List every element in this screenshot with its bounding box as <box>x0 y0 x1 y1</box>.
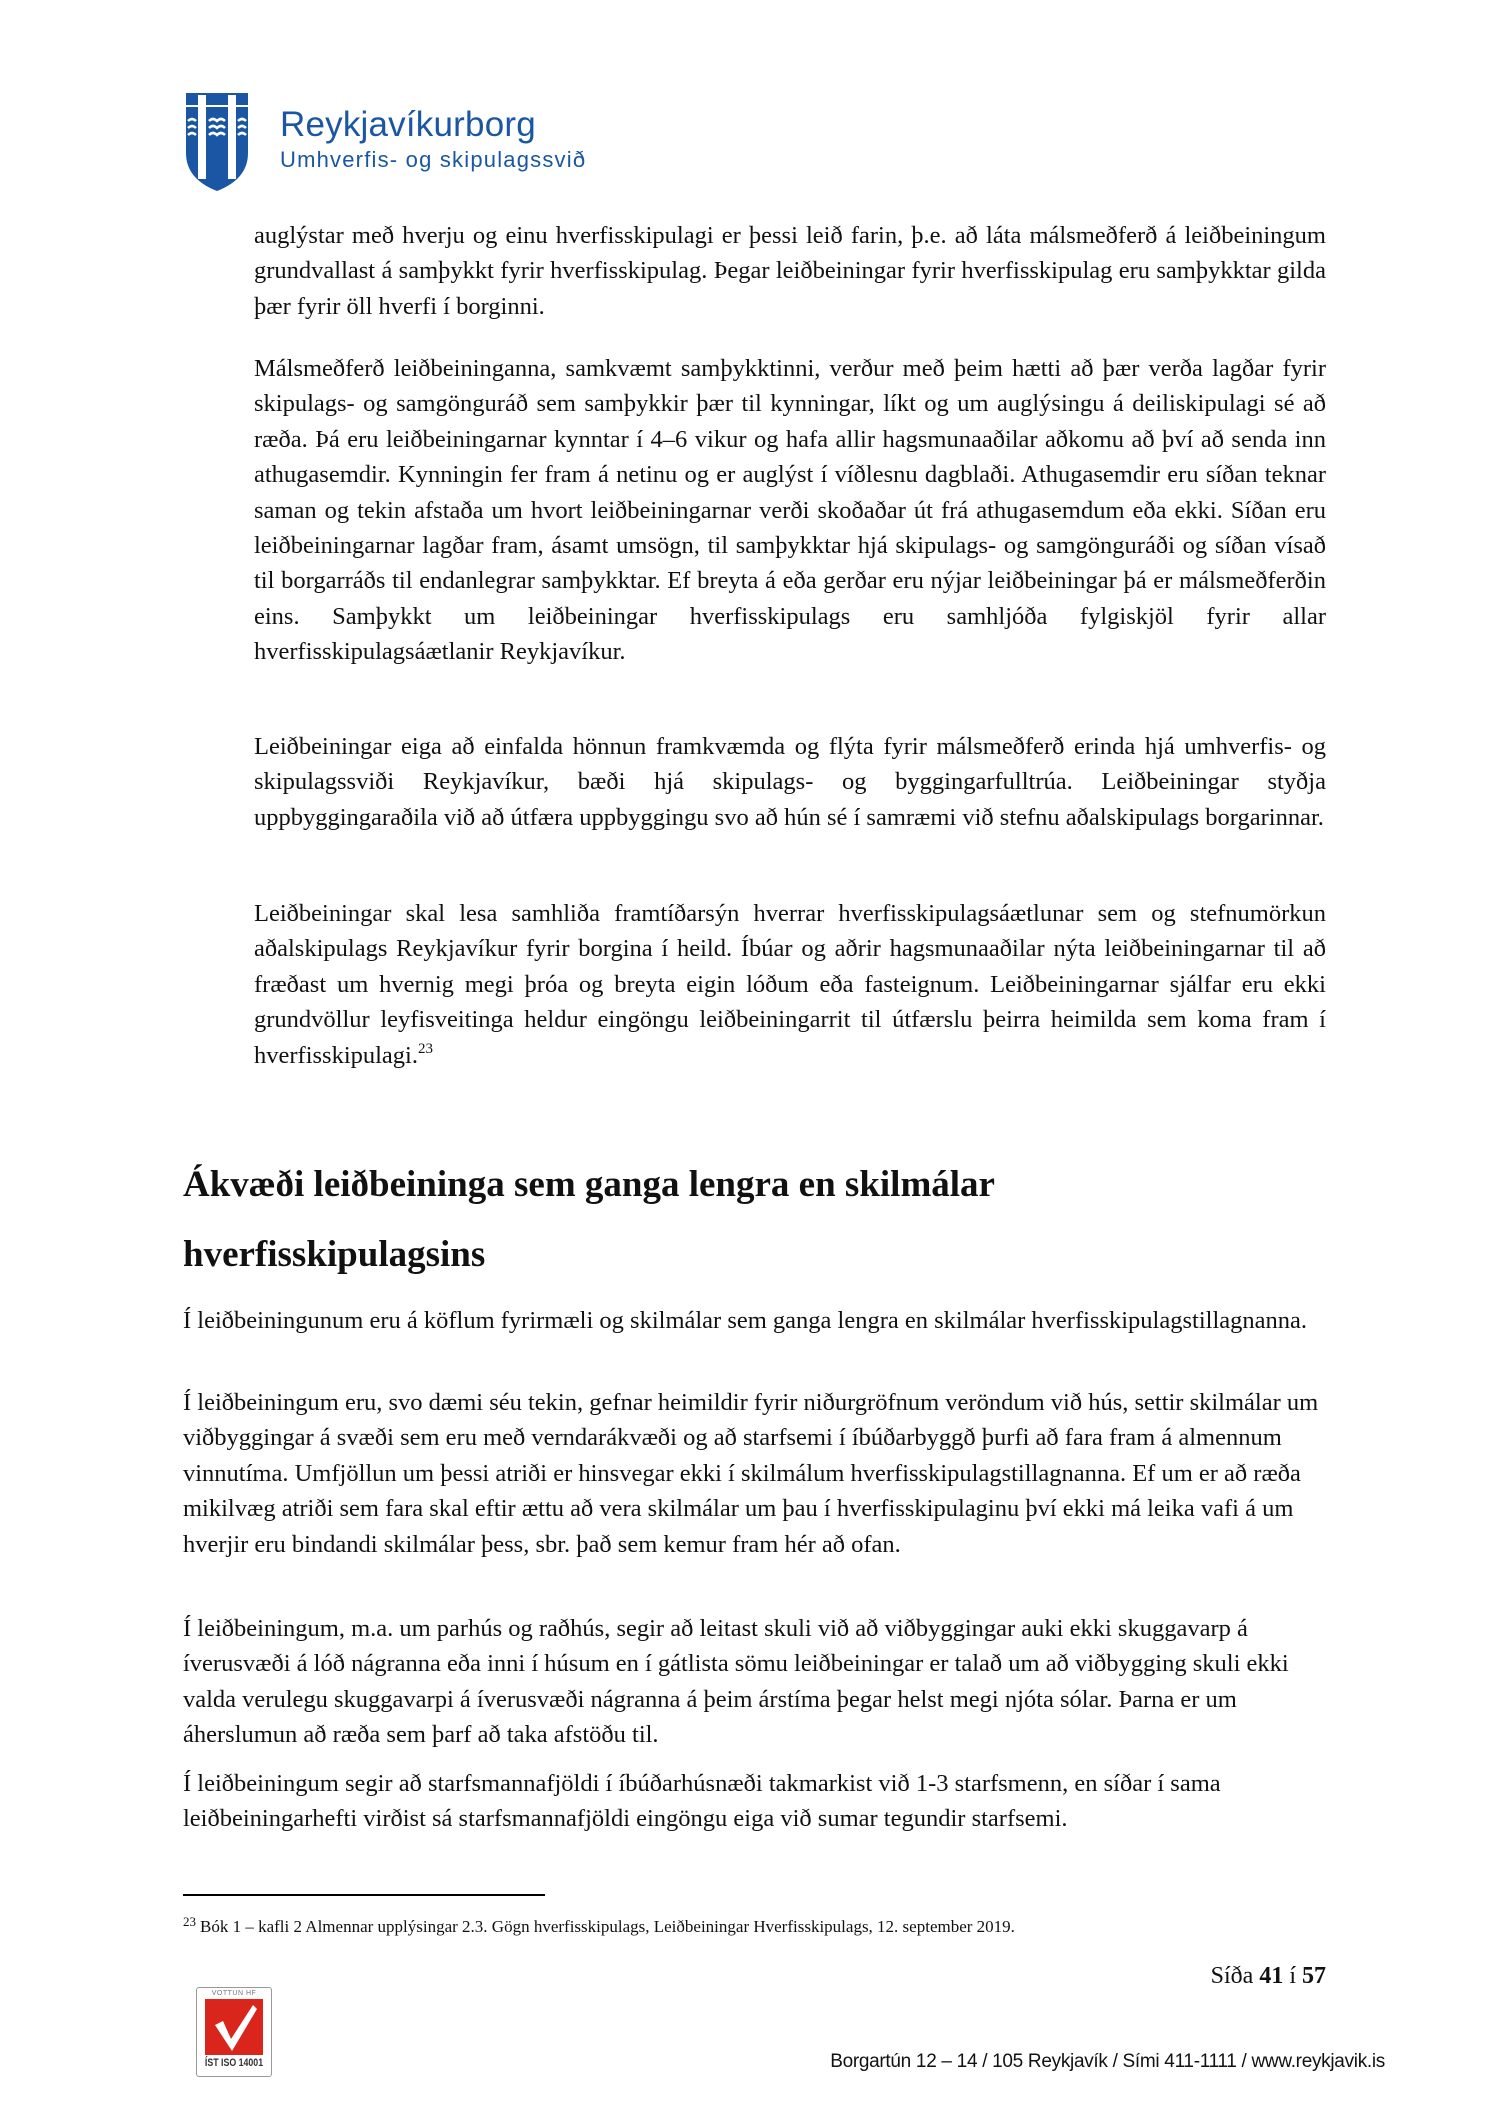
department-name: Umhverfis- og skipulagssvið <box>280 147 587 172</box>
footer-address: Borgartún 12 – 14 / 105 Reykjavík / Sími 411-1111 / www.reykjavik.is <box>830 2051 1385 2072</box>
page-prefix: Síða <box>1210 1963 1254 1989</box>
page-header <box>184 91 586 199</box>
paragraph: Í leiðbeiningunum eru á köflum fyrirmæli og skilmálar sem ganga lengra en skilmálar hverfisskipulagstillagnanna. <box>183 1307 1307 1334</box>
page-separator: í <box>1289 1963 1296 1989</box>
iso-checkmark-icon <box>205 1999 263 2055</box>
paragraph: Leiðbeiningar eiga að einfalda hönnun framkvæmda og flýta fyrir málsmeðferð erinda hjá umhverfis- og skipulagssviði Reykjavíkur, bæði hjá skipulags- og byggingarfulltrúa. Leiðbeiningar styðja uppbyggingaraðila við að útfæra uppbyggingu svo að hún sé í samræmi við stefnu aðalskipulags borgarinnar. <box>254 733 1326 831</box>
organization-name: Reykjavíkurborg <box>280 105 536 144</box>
certification-issuer: VOTTUN HF <box>211 1990 257 1997</box>
paragraph-with-footnote <box>254 896 1326 1073</box>
paragraph: Í leiðbeiningum, m.a. um parhús og raðhús, segir að leitast skuli við að viðbyggingar auki ekki skuggavarp á íverusvæði á lóð nágranna eða inni í húsum en í gátlista sömu leiðbeiningar er talað um að viðbygging skuli ekki valda verulegu skuggavarpi á íverusvæði nágranna á þeim árstíma þegar helst megi njóta sólar. Þarna er um áherslumun að ræða sem þarf að taka afstöðu til. <box>183 1615 1289 1749</box>
page-total: 57 <box>1302 1963 1326 1989</box>
footnote-text: Bók 1 – kafli 2 Almennar upplýsingar 2.3. Gögn hverfisskipulags, Leiðbeiningar Hverfisskipulags, 12. september 2019. <box>200 1917 1015 1936</box>
footnote-divider <box>183 1894 545 1896</box>
paragraph: auglýstar með hverju og einu hverfisskipulagi er þessi leið farin, þ.e. að láta málsmeðferð á leiðbeiningum grundvallast á samþykkt fyrir hverfisskipulag. Þegar leiðbeiningar fyrir hverfisskipulag eru samþykktar gilda þær fyrir öll hverfi í borginni. <box>254 222 1326 320</box>
paragraph: Í leiðbeiningum segir að starfsmannafjöldi í íbúðarhúsnæði takmarkist við 1-3 starfsmenn, en síðar í sama leiðbeiningarhefti virðist sá starfsmannafjöldi eingöngu eiga við sumar tegundir starfsemi. <box>183 1770 1221 1833</box>
paragraph: Í leiðbeiningum eru, svo dæmi séu tekin, gefnar heimildir fyrir niðurgröfnum veröndum við hús, settir skilmálar um viðbyggingar á svæði sem eru með verndarákvæði og að starfsemi í íbúðarbyggð þurfi að fara fram á almennum vinnutíma. Umfjöllun um þessi atriði er hinsvegar ekki í skilmálum hverfisskipulagstillagnanna. Ef um er að ræða mikilvæg atriði sem fara skal eftir ættu að vera skilmálar um þau í hverfisskipulaginu því ekki má leika vafi á um hverjir eru bindandi skilmálar þess, sbr. það sem kemur fram hér að ofan. <box>183 1389 1319 1558</box>
section-heading: Ákvæði leiðbeininga sem ganga lengra en skilmálar hverfisskipulagsins <box>183 1164 995 1275</box>
paragraph: Málsmeðferð leiðbeininganna, samkvæmt samþykktinni, verður með þeim hætti að þær verða lagðar fyrir skipulags- og samgönguráð sem samþykkir þær til kynningar, líkt og um auglýsingu á deiliskipulagi sé að ræða. Þá eru leiðbeiningarnar kynntar í 4–6 vikur og hafa allir hagsmunaaðilar aðkomu að því að senda inn athugasemdir. Kynningin fer fram á netinu og er auglýst í víðlesnu dagblaði. Athugasemdir eru síðan teknar saman og tekin afstaða um hvort leiðbeiningarnar verði skoðaðar út frá athugasemdum eða ekki. Síðan eru leiðbeiningarnar lagðar fram, ásamt umsögn, til samþykktar hjá skipulags- og samgönguráði og síðan vísað til borgarráðs til endanlegrar samþykktar. Ef breyta á eða gerðar eru nýjar leiðbeiningar þá er málsmeðferðin eins. Samþykkt um leiðbeiningar hverfisskipulags eru samhljóða fylgiskjöl fyrir allar hverfisskipulagsáætlanir Reykjavíkur. <box>254 355 1326 666</box>
iso-certification-badge <box>196 1987 272 2077</box>
footnote-number: 23 <box>183 1914 196 1929</box>
page-number <box>1211 1962 1326 1990</box>
certification-standard: ÍST ISO 14001 <box>204 2057 264 2069</box>
footnote <box>183 1916 1015 1938</box>
page-current: 41 <box>1259 1963 1284 1989</box>
brand <box>280 105 586 173</box>
paragraph-text: Leiðbeiningar skal lesa samhliða framtíðarsýn hverrar hverfisskipulagsáætlunar sem og stefnumörkun aðalskipulags Reykjavíkur fyrir borgina í heild. Íbúar og aðrir hagsmunaaðilar nýta leiðbeiningarnar til að fræðast um hvernig megi þróa og breyta eigin lóðum eða fasteignum. Leiðbeiningarnar sjálfar eru ekki grundvöllur leyfisveitinga heldur eingöngu leiðbeiningarrit til útfærslu þeirra heimilda sem koma fram í hverfisskipulagi. <box>254 900 1326 1069</box>
footnote-reference[interactable]: 23 <box>418 1040 433 1057</box>
reykjavik-crest-icon <box>184 91 250 193</box>
